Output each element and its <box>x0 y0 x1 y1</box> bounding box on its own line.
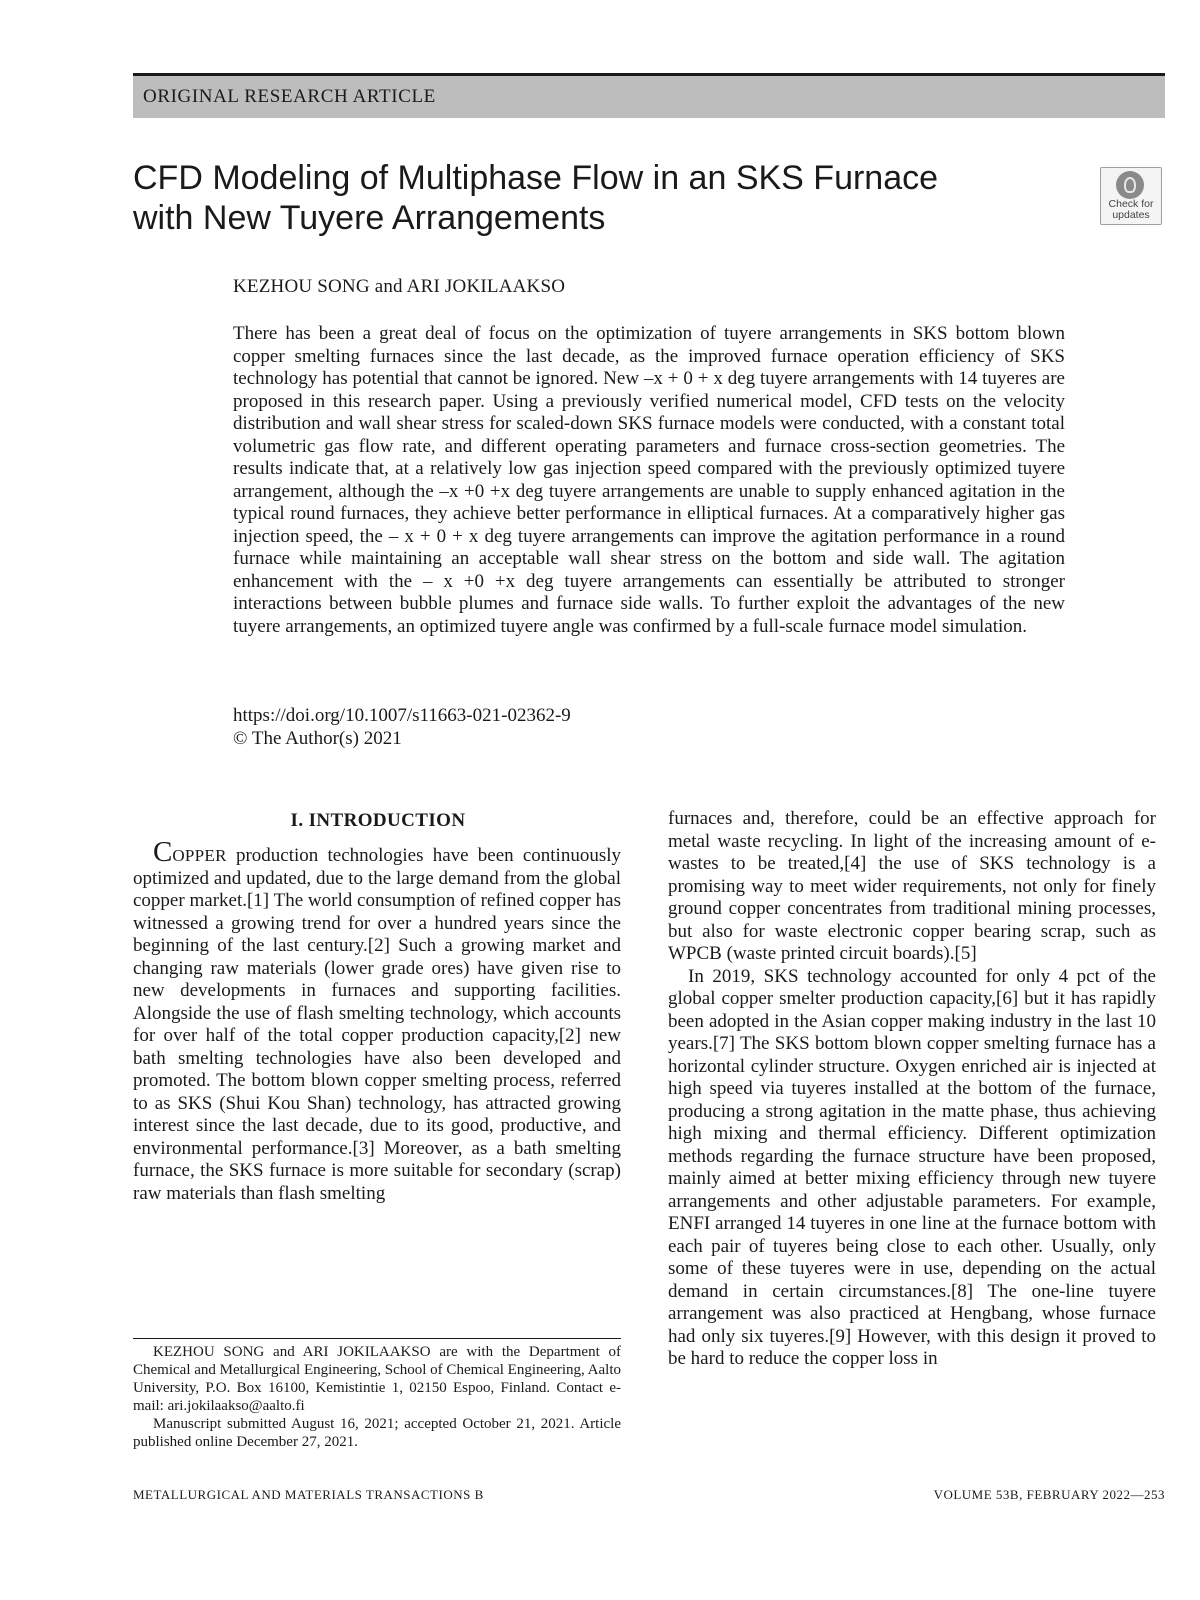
intro-paragraph-1 <box>133 836 621 1205</box>
drop-cap: C <box>153 836 173 868</box>
article-title-line-2: with New Tuyere Arrangements <box>133 199 606 237</box>
intro-paragraph-1-text: production technologies have been continuously optimized and updated, due to the large demand from the global copper market.[1] The world consumption of refined copper has witnessed a growing trend for over a hundred years since the beginning of the last century.[2] Such a growing market and changing raw materials (lower grade ores) have given rise to new developments in furnaces and supporting facilities. Alongside the use of flash smelting technology, which accounts for over half of the total copper production capacity,[2] new bath smelting technologies have also been developed and promoted. The bottom blown copper smelting process, referred to as SKS (Shui Kou Shan) technology, has attracted growing interest since the last decade, due to its good, productive, and environmental performance.[3] Moreover, as a bath smelting furnace, the SKS furnace is more suitable for secondary (scrap) raw materials than flash smelting <box>133 845 621 1204</box>
left-column <box>133 836 621 1205</box>
check-for-updates-badge[interactable] <box>1100 167 1162 225</box>
footer-volume-page: VOLUME 53B, FEBRUARY 2022—253 <box>933 1487 1165 1502</box>
doi-block <box>233 704 571 750</box>
intro-paragraph-1-continued: furnaces and, therefore, could be an effective approach for metal waste recycling. In light of the increasing amount of e-wastes to be treated,[4] the use of SKS technology is a promising way to meet wider requirements, not only for finely ground copper concentrates from traditional mining processes, but also for waste electronic copper bearing scrap, such as WPCB (waste printed circuit boards).[5] <box>668 808 1156 964</box>
article-type-label: ORIGINAL RESEARCH ARTICLE <box>143 86 436 107</box>
article-title <box>133 158 1033 238</box>
check-for-updates-label: Check for updates <box>1108 198 1154 221</box>
abstract <box>233 323 1065 638</box>
copyright-notice: © The Author(s) 2021 <box>233 728 402 749</box>
author-list: KEZHOU SONG and ARI JOKILAAKSO <box>233 276 566 297</box>
abstract-text: There has been a great deal of focus on the optimization of tuyere arrangements in SKS bottom blown copper smelting furnaces since the last decade, as the improved furnace operation efficiency of SKS technology has potential that cannot be ignored. New –x + 0 + x deg tuyere arrangements with 14 tuyeres are proposed in this research paper. Using a previously verified numerical model, CFD tests on the velocity distribution and wall shear stress for scaled-down SKS furnace models were conducted, with a constant total volumetric gas flow rate, and different operating parameters and furnace cross-section geometries. The results indicate that, at a relatively low gas injection speed compared with the previously optimized tuyere arrangement, although the –x +0 +x deg tuyere arrangements are unable to supply enhanced agitation in the typical round furnaces, they achieve better performance in elliptical furnaces. At a comparatively higher gas injection speed, the – x + 0 + x deg tuyere arrangements can improve the agitation performance in a round furnace while maintaining an acceptable wall shear stress on the bottom and side wall. The agitation enhancement with the – x +0 +x deg tuyere arrangements can essentially be attributed to stronger interactions between bubble plumes and furnace side walls. To further exploit the advantages of the new tuyere arrangements, an optimized tuyere angle was confirmed by a full-scale furnace model simulation. <box>233 323 1065 637</box>
author-footnote <box>133 1343 621 1451</box>
footer-journal-name: METALLURGICAL AND MATERIALS TRANSACTIONS B <box>133 1487 484 1502</box>
doi-link[interactable]: https://doi.org/10.1007/s11663-021-02362-9 <box>233 705 571 726</box>
article-title-line-1: CFD Modeling of Multiphase Flow in an SKS Furnace <box>133 159 939 197</box>
check-for-updates-icon <box>1116 171 1144 199</box>
footnote-dates: Manuscript submitted August 16, 2021; accepted October 21, 2021. Article published online December 27, 2021. <box>133 1416 621 1450</box>
footnote-rule <box>133 1338 621 1339</box>
small-caps-lead: OPPER <box>172 846 227 865</box>
intro-paragraph-2: In 2019, SKS technology accounted for only 4 pct of the global copper smelter production capacity,[6] but it has rapidly been adopted in the Asian copper making industry in the last 10 years.[7] The SKS bottom blown copper smelting furnace has a horizontal cylinder structure. Oxygen enriched air is injected at high speed via tuyeres installed at the bottom of the furnace, producing a strong agitation in the matte phase, thus achieving high mixing and thermal efficiency. Different optimization methods regarding the furnace structure have been proposed, mainly aimed at better mixing efficiency through new tuyere arrangements and other adjustable parameters. For example, ENFI arranged 14 tuyeres in one line at the furnace bottom with each pair of tuyeres being close to each other. Usually, only some of these tuyeres were in use, depending on the actual demand in certain circumstances.[8] The one-line tuyere arrangement was also practiced at Hengbang, whose furnace had only six tuyeres.[9] However, with this design it proved to be hard to reduce the copper loss in <box>668 965 1156 1369</box>
section-heading-introduction: I. INTRODUCTION <box>290 810 466 831</box>
right-column <box>668 808 1156 1371</box>
footnote-affiliation: KEZHOU SONG and ARI JOKILAAKSO are with the Department of Chemical and Metallurgical Engineering, School of Chemical Engineering, Aalto University, P.O. Box 16100, Kemistintie 1, 02150 Espoo, Finland. Contact e-mail: ari.jokilaakso@aalto.fi <box>133 1344 621 1414</box>
